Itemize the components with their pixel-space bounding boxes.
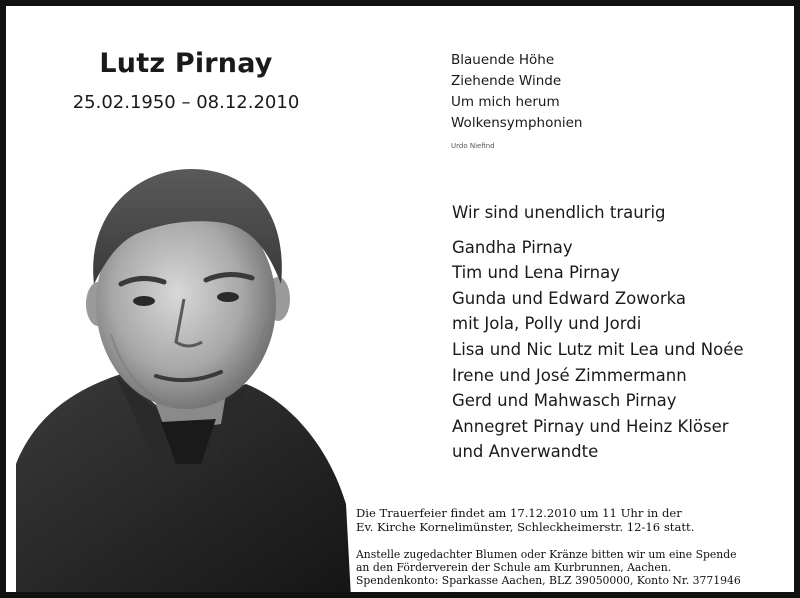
mourner-name: mit Jola, Polly und Jordi	[452, 314, 642, 334]
service-line: Ev. Kirche Kornelimünster, Schleckheimerstr. 12-16 statt.	[356, 520, 695, 535]
mourner-name: Annegret Pirnay und Heinz Klöser	[452, 416, 729, 436]
mourner-name: und Anverwandte	[452, 442, 599, 462]
mourner-name: Gunda und Edward Zoworka	[452, 288, 687, 308]
portrait-photo	[16, 164, 351, 598]
deceased-name: Lutz Pirnay	[99, 48, 273, 79]
donation-line: Anstelle zugedachter Blumen oder Kränze bitten wir um eine Spende	[356, 548, 737, 561]
poem	[451, 50, 583, 134]
mourner-name: Lisa und Nic Lutz mit Lea und Noée	[452, 339, 744, 359]
mourner-name: Irene und José Zimmermann	[452, 365, 687, 385]
mourner-name: Gandha Pirnay	[452, 237, 573, 257]
funeral-service-info	[356, 506, 776, 535]
donation-line: an den Förderverein der Schule am Kurbrunnen, Aachen.	[356, 561, 672, 575]
mourner-name: Tim und Lena Pirnay	[452, 263, 620, 283]
mourners-list	[452, 200, 744, 465]
service-line: Die Trauerfeier findet am 17.12.2010 um 11 Uhr in der	[356, 506, 682, 520]
donation-info	[356, 548, 776, 588]
poem-line: Blauende Höhe	[451, 52, 555, 68]
mourner-name: Gerd und Mahwasch Pirnay	[452, 391, 677, 411]
life-dates: 25.02.1950 – 08.12.2010	[72, 92, 300, 113]
poem-author: Urdo Niefind	[451, 142, 495, 150]
poem-line: Um mich herum	[451, 94, 560, 110]
poem-line: Ziehende Winde	[451, 73, 562, 89]
donation-line: Spendenkonto: Sparkasse Aachen, BLZ 39050000, Konto Nr. 3771946	[356, 574, 741, 588]
poem-line: Wolkensymphonien	[451, 115, 583, 131]
mourning-statement: Wir sind unendlich traurig	[452, 203, 666, 222]
